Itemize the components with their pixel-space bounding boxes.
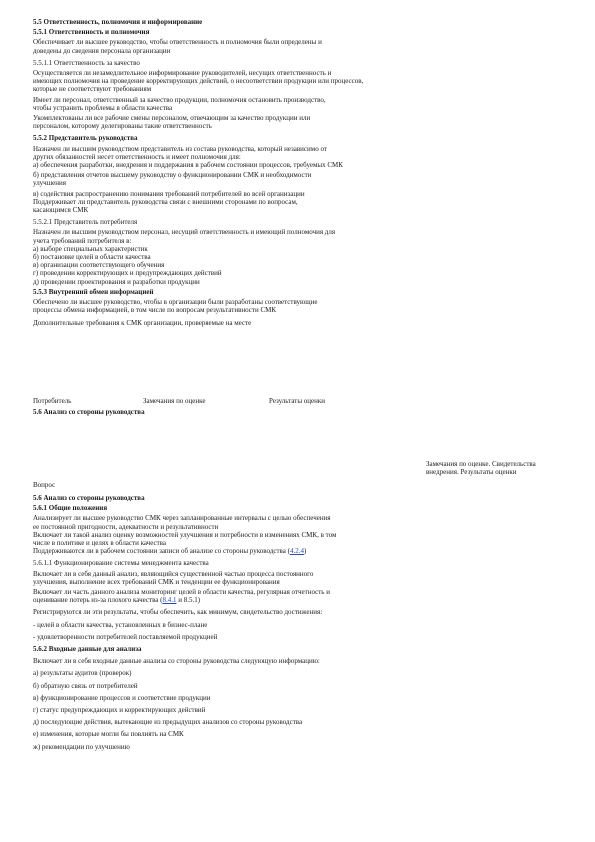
section-5-5-3-heading: 5.5.3 Внутренний обмен информацией	[33, 287, 154, 296]
column-remarks: Замечания по оценке	[143, 396, 206, 405]
column-results: Результаты оценки	[269, 396, 326, 405]
section-5-5-2-1-heading: 5.5.2.1 Представитель потребителя	[33, 218, 138, 227]
question-text: Включает ли такой анализ оценку возможностей улучшения и потребности в изменениях СМК, в том	[33, 530, 337, 539]
list-item: а) результаты аудитов (проверок)	[33, 669, 132, 678]
section-5-5-heading: 5.5 Ответственность, полномочия и информирование	[33, 18, 203, 26]
section-5-6-2-heading: 5.6.2 Входные данные для анализа	[33, 644, 142, 653]
question-text: улучшения, выполнение всех требований СМК и тенденции ее функционирования	[33, 577, 280, 586]
list-item: б) обратную связь от потребителей	[33, 681, 138, 690]
list-item: а) выборе специальных характеристик	[33, 244, 148, 253]
question-text: Обеспечено ли высшее руководство, чтобы в организации были разработаны соответствующие	[33, 298, 318, 307]
question-text-part: Поддерживаются ли в рабочем состоянии записи об анализе со стороны руководства (	[33, 547, 290, 556]
list-item: улучшения	[33, 179, 66, 188]
list-item: - целей в области качества, установленных в бизнес-плане	[33, 620, 208, 629]
list-item: б) постановке целей в области качества	[33, 253, 151, 262]
question-text: Регистрируются ли эти результаты, чтобы обеспечить, как минимум, свидетельство достижения:	[33, 608, 323, 617]
section-5-6-1-1-heading: 5.6.1.1 Функционирование системы менеджмента качества	[33, 559, 209, 568]
question-text: которые не соответствуют требованиям	[33, 85, 152, 94]
list-item: б) представления отчетов высшему руководству о функционировании СМК и необходимости	[33, 171, 312, 180]
question-text-part: )	[303, 547, 307, 556]
question-text: других обязанностей несет ответственность и имеет полномочия для:	[33, 152, 241, 161]
question-text: Имеет ли персонал, ответственный за качество продукции, полномочия остановить производство,	[33, 95, 326, 104]
section-5-6-1-heading: 5.6.1 Общие положения	[33, 504, 108, 513]
list-item: в) содействия распространению понимания требований потребителей во всей организации	[33, 189, 305, 198]
assessment-columns-header	[33, 397, 563, 406]
column-consumer: Потребитель	[33, 396, 72, 405]
question-text: Включает ли в себя входные данные анализа со стороны руководства следующую информацию:	[33, 657, 320, 666]
question-text: Анализирует ли высшее руководство СМК через запланированные интервалы с целью обеспечения	[33, 514, 331, 523]
reference-link-8-4-1[interactable]: 8.4.1	[162, 596, 177, 605]
question-text-part: оценивание потерь из-за плохого качества (	[33, 596, 163, 605]
list-item: е) изменения, которые могли бы повлиять на СМК	[33, 730, 184, 739]
list-item: - удовлетворенности потребителей поставляемой продукцией	[33, 632, 218, 641]
question-text: процессы обмена информацией, в том числе по вопросам результативности СМК	[33, 306, 277, 315]
question-text: числе в политике и целях в области качества	[33, 538, 166, 547]
question-text: Укомплектованы ли все рабочие смены персоналом, отвечающим за качество продукции или	[33, 114, 311, 123]
list-item: в) организации соответствующего обучения	[33, 261, 165, 270]
question-text: доведены до сведения персонала организации	[33, 46, 171, 55]
list-item: а) обеспечения разработки, внедрения и поддержания в рабочем состоянии процессов, требуемых СМК	[33, 161, 343, 170]
section-5-6-heading: 5.6 Анализ со стороны руководства	[33, 407, 145, 416]
list-item: д) проведении проектирования и разработки продукции	[33, 277, 200, 286]
section-5-5-1-heading: 5.5.1 Ответственность и полномочия	[33, 28, 150, 37]
question-text: Назначен ли высшим руководством представитель из состава руководства, который независимо от	[33, 144, 327, 153]
question-text: Включает ли в себя данный анализ, являющийся существенной частью процесса постоянного	[33, 569, 314, 578]
question-text: имеющих полномочия на проведение корректирующих действий, о несоответствии продукции или процессов,	[33, 77, 364, 86]
column-remarks-evidence-results: Замечания по оценке. Свидетельства внедрения. Результаты оценки	[426, 459, 536, 477]
question-text	[33, 547, 563, 555]
question-text: касающимся СМК	[33, 206, 89, 215]
question-text: персоналом, которому делегированы такие ответственность	[33, 122, 212, 131]
list-item: в) функционирование процессов и соответствие продукции	[33, 693, 211, 702]
section-5-5-2-heading: 5.5.2 Представитель руководства	[33, 134, 138, 143]
list-item: г) статус предупреждающих и корректирующих действий	[33, 705, 206, 714]
reference-link-4-2-4[interactable]: 4.2.4	[289, 547, 304, 556]
list-item: ж) рекомендации по улучшению	[33, 742, 130, 751]
question-text: ее постоянной пригодности, адекватности и результативности	[33, 522, 219, 531]
document-page	[33, 18, 563, 751]
question-text-part: и 8.5.1)	[176, 596, 201, 605]
question-text: чтобы устранить проблемы в области качества	[33, 103, 173, 112]
section-5-5-1-1-heading: 5.5.1.1 Ответственность за качество	[33, 58, 140, 67]
question-text	[33, 596, 563, 604]
question-text: Поддерживает ли представитель руководства связи с внешними сторонами по вопросам,	[33, 197, 298, 206]
section-5-6-title: 5.6 Анализ со стороны руководства	[33, 493, 145, 502]
question-text: Включает ли часть данного анализа мониторинг целей в области качества, регулярная отчетность и	[33, 587, 330, 596]
extra-requirements-label: Дополнительные требования к СМК организации, проверяемые на месте	[33, 318, 252, 327]
question-text: Назначен ли высшим руководством персонал, несущий ответственность и имеющий полномочия для	[33, 228, 336, 237]
list-item: д) последующие действия, вытекающие из предыдущих анализов со стороны руководства	[33, 718, 303, 727]
question-text: учета требований потребителя в:	[33, 236, 132, 245]
question-text: Обеспечивает ли высшее руководство, чтобы ответственность и полномочия были определены и	[33, 38, 322, 47]
list-item: г) проведении корректирующих и предупреждающих действий	[33, 269, 222, 278]
question-table-header	[33, 460, 563, 490]
question-text: Осуществляется ли незамедлительное информирование руководителей, несущих ответственность и	[33, 69, 332, 78]
column-question: Вопрос	[33, 481, 56, 490]
